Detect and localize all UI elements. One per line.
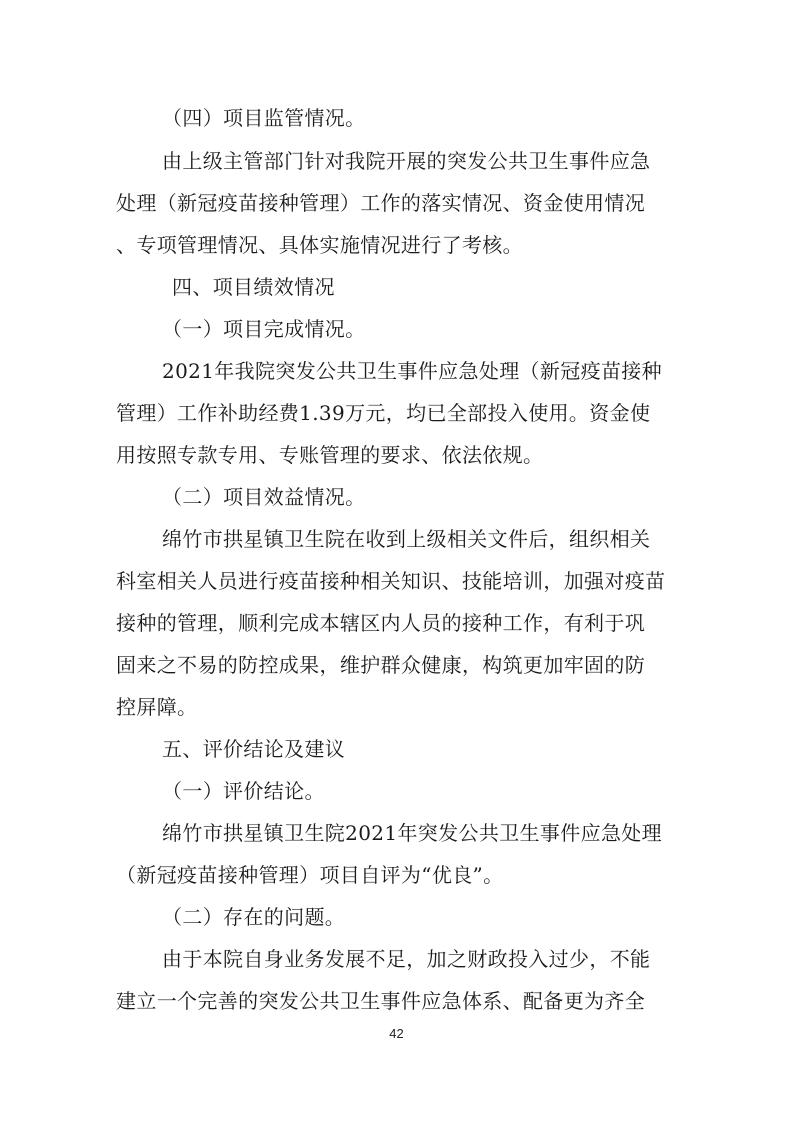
paragraph-line: 建立一个完善的突发公共卫生事件应急体系、配备更为齐全 [116,989,646,1013]
paragraph-line: 2021年我院突发公共卫生事件应急处理（新冠疫苗接种 [162,359,662,383]
paragraph-line: 管理）工作补助经费1.39万元，均已全部投入使用。资金使 [116,401,651,425]
paragraph-line: 绵竹市拱星镇卫生院2021年突发公共卫生事件应急处理 [162,821,662,845]
paragraph-line: （新冠疫苗接种管理）项目自评为“优良”。 [116,863,504,887]
paragraph-line: 科室相关人员进行疫苗接种相关知识、技能培训，加强对疫苗 [116,569,666,593]
paragraph-line: 由于本院自身业务发展不足，加之财政投入过少，不能 [162,947,651,971]
section-heading-conclusion: 五、评价结论及建议 [162,737,346,761]
paragraph-line: 接种的管理，顺利完成本辖区内人员的接种工作，有利于巩 [116,611,646,635]
page-number: 42 [389,1026,404,1041]
heading-project-supervision: （四）项目监管情况。 [162,106,366,130]
heading-existing-problems: （二）存在的问题。 [162,905,346,929]
paragraph-line: 、专项管理情况、具体实施情况进行了考核。 [116,233,523,257]
section-heading-performance: 四、项目绩效情况 [172,275,335,299]
paragraph-line: 用按照专款专用、专账管理的要求、依法依规。 [116,443,544,467]
paragraph-line: 绵竹市拱星镇卫生院在收到上级相关文件后，组织相关 [162,527,651,551]
paragraph-line: 处理（新冠疫苗接种管理）工作的落实情况、资金使用情况 [116,191,646,215]
paragraph-line: 固来之不易的防控成果，维护群众健康，构筑更加牢固的防 [116,653,646,677]
paragraph-line: 控屏障。 [116,695,198,719]
heading-project-completion: （一）项目完成情况。 [162,317,366,341]
paragraph-line: 由上级主管部门针对我院开展的突发公共卫生事件应急 [162,149,651,173]
heading-project-benefit: （二）项目效益情况。 [162,485,366,509]
heading-evaluation-conclusion: （一）评价结论。 [162,779,325,803]
